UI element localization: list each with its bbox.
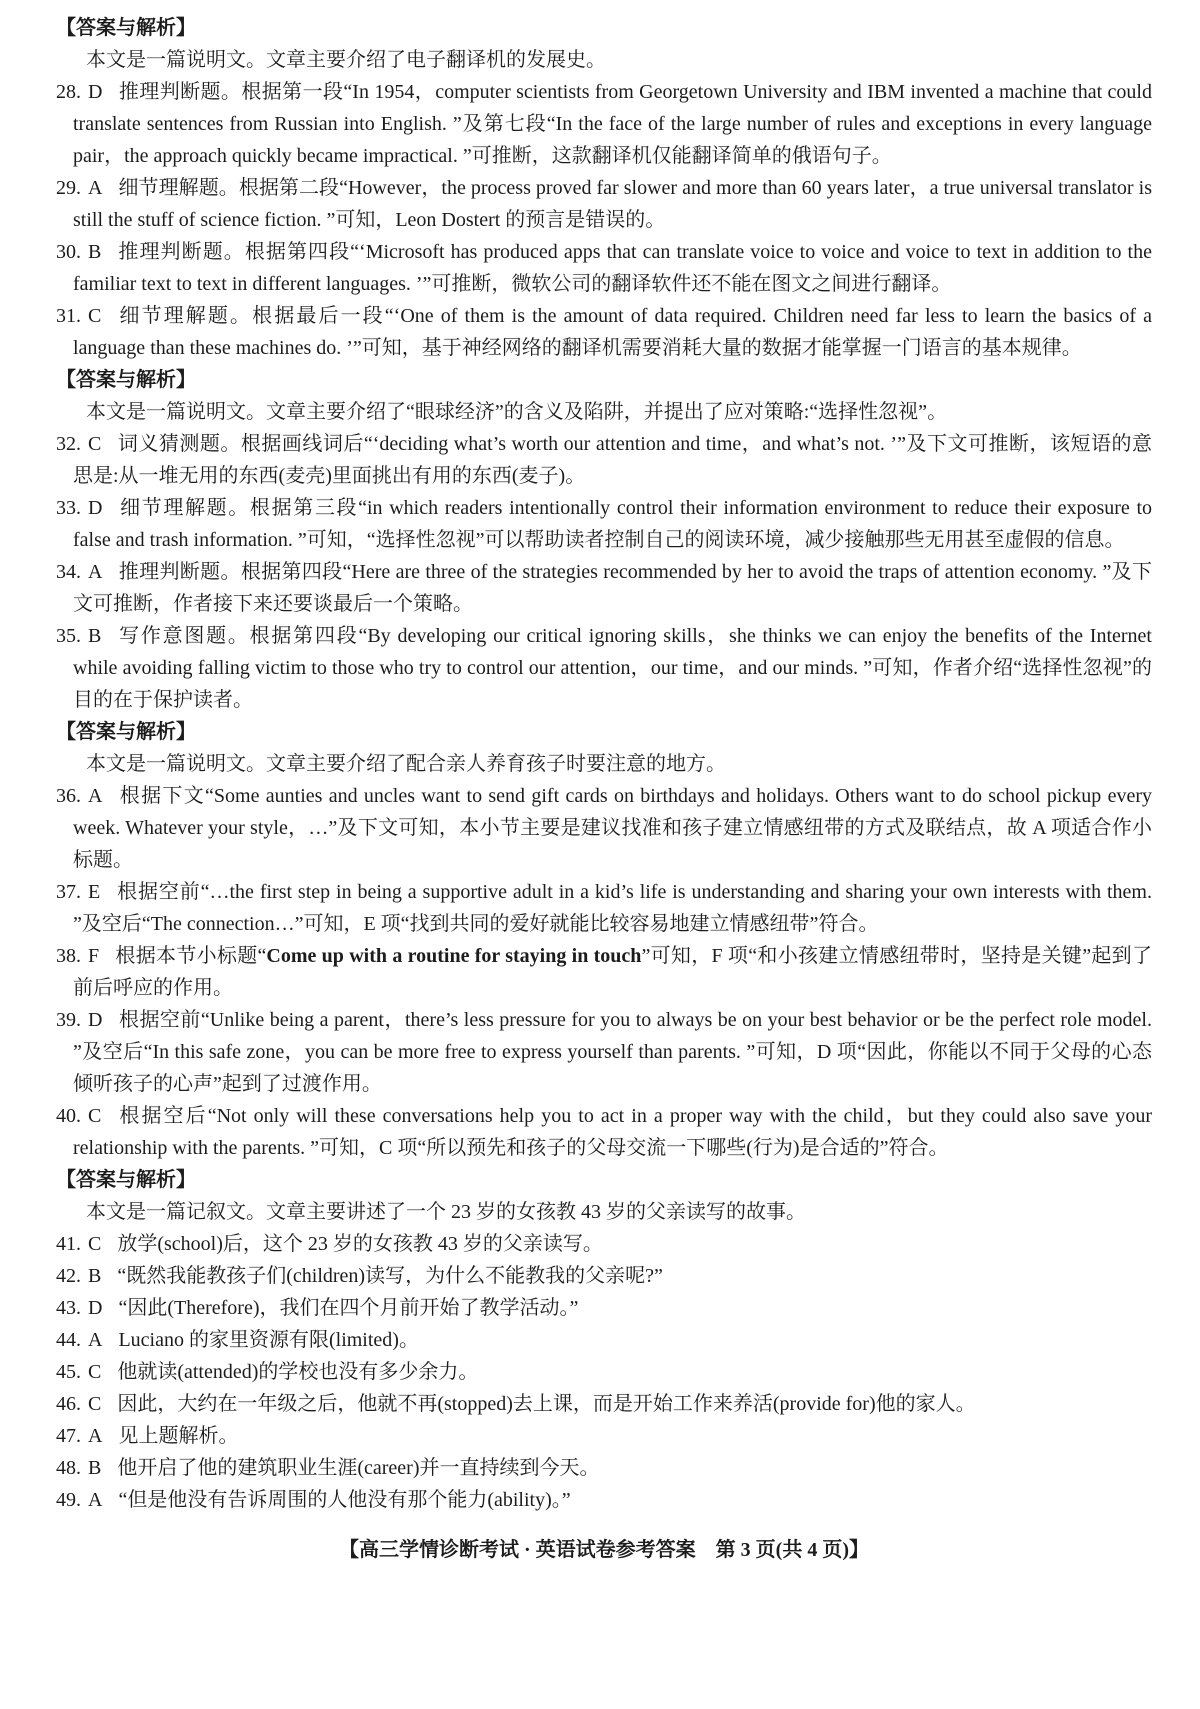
- question-number: 46.: [56, 1393, 81, 1415]
- answer-item-43: [56, 1292, 1152, 1324]
- answer-letter: C: [88, 1361, 102, 1383]
- answer-letter: A: [88, 177, 103, 199]
- answer-letter: A: [88, 561, 103, 583]
- answer-section-2: [56, 364, 1152, 716]
- answer-letter: B: [88, 1265, 102, 1287]
- answer-letter: D: [88, 81, 103, 103]
- answer-letter: C: [88, 305, 102, 327]
- question-number: 41.: [56, 1233, 81, 1255]
- answer-item-49: [56, 1484, 1152, 1516]
- answer-letter: B: [88, 1457, 102, 1479]
- explanation-post: ”可知，F 项“和小孩建立情感纽带时，坚持是关键”起到了前后呼应的作用。: [73, 945, 1152, 999]
- answer-letter: C: [88, 1105, 102, 1127]
- explanation-text: 推理判断题。根据第四段“Here are three of the strategies recommended by her to avoid the traps of attention economy. ”及下文可推断，作者接下来还要谈最后一个策略。: [73, 561, 1152, 615]
- answer-item-35: [56, 620, 1152, 716]
- answer-item-36: [56, 780, 1152, 876]
- answer-letter: B: [88, 241, 102, 263]
- explanation-pre: 根据本节小标题“: [115, 945, 267, 967]
- question-number: 35.: [56, 625, 81, 647]
- answer-item-30: [56, 236, 1152, 300]
- explanation-text: 见上题解析。: [118, 1425, 239, 1447]
- explanation-text: 推理判断题。根据第四段“‘Microsoft has produced apps that can translate voice to voice and voice to text in addition to the familiar text to text in different languages. ’”可推断，微软公司的翻译软件还不能在图文之间进行翻译。: [73, 241, 1152, 295]
- explanation-text: 根据空前“…the first step in being a supportive adult in a kid’s life is understanding and sharing your own interests with them. ”及空后“The connection…”可知，E 项“找到共同的爱好就能比较容易地建立情感纽带”符合。: [73, 881, 1152, 935]
- question-number: 29.: [56, 177, 81, 199]
- explanation-text: 放学(school)后，这个 23 岁的女孩教 43 岁的父亲读写。: [117, 1233, 603, 1255]
- explanation-text: Luciano 的家里资源有限(limited)。: [118, 1329, 419, 1351]
- question-number: 33.: [56, 497, 81, 519]
- answer-section-4: [56, 1164, 1152, 1516]
- answer-item-46: [56, 1388, 1152, 1420]
- question-number: 34.: [56, 561, 81, 583]
- question-number: 47.: [56, 1425, 81, 1447]
- answer-item-48: [56, 1452, 1152, 1484]
- explanation-text: 根据空后“Not only will these conversations help you to act in a proper way with the child，but they could also save your relationship with the parents. ”可知，C 项“所以预先和孩子的父母交流一下哪些(行为)是合适的”符合。: [73, 1105, 1152, 1159]
- question-number: 42.: [56, 1265, 81, 1287]
- page-footer: 【高三学情诊断考试 · 英语试卷参考答案 第 3 页(共 4 页)】: [339, 1539, 869, 1561]
- answer-letter: C: [88, 1393, 102, 1415]
- explanation-text: 根据下文“Some aunties and uncles want to send gift cards on birthdays and holidays. Others want to do school pickup every week. Whatever your style，…”及下文可知，本小节主要是建议找准和孩子建立情感纽带的方式及联结点，故 A 项适合作小标题。: [73, 785, 1152, 871]
- question-number: 45.: [56, 1361, 81, 1383]
- question-number: 40.: [56, 1105, 81, 1127]
- explanation-text: 词义猜测题。根据画线词后“‘deciding what’s worth our attention and time，and what’s not. ’”及下文可推断，该短语的意思是:从一堆无用的东西(麦壳)里面挑出有用的东西(麦子)。: [73, 433, 1152, 487]
- question-number: 32.: [56, 433, 81, 455]
- answer-letter: E: [88, 881, 101, 903]
- answer-item-39: [56, 1004, 1152, 1100]
- answer-item-28: [56, 76, 1152, 172]
- question-number: 37.: [56, 881, 81, 903]
- answer-letter: D: [88, 1009, 103, 1031]
- question-number: 31.: [56, 305, 81, 327]
- section-header: 【答案与解析】: [56, 1169, 196, 1191]
- answer-letter: B: [88, 625, 102, 647]
- answer-section-3: [56, 716, 1152, 1164]
- bold-section-subtitle: Come up with a routine for staying in touch: [266, 945, 642, 967]
- answer-item-29: [56, 172, 1152, 236]
- explanation-text: 推理判断题。根据第一段“In 1954，computer scientists from Georgetown University and IBM invented a machine that could translate sentences from Russian into English. ”及第七段“In the face of the large number of rules and exceptions in every language pair，the approach quickly became impractical. ”可推断，这款翻译机仅能翻译简单的俄语句子。: [73, 81, 1152, 167]
- section-header: 【答案与解析】: [56, 17, 196, 39]
- question-number: 48.: [56, 1457, 81, 1479]
- answer-item-33: [56, 492, 1152, 556]
- answer-item-31: [56, 300, 1152, 364]
- explanation-text: 因此，大约在一年级之后，他就不再(stopped)去上课，而是开始工作来养活(provide for)他的家人。: [117, 1393, 976, 1415]
- answer-letter: A: [88, 1425, 103, 1447]
- section-header: 【答案与解析】: [56, 369, 196, 391]
- question-number: 38.: [56, 945, 81, 967]
- answer-letter: A: [88, 1329, 103, 1351]
- explanation-text: “既然我能教孩子们(children)读写，为什么不能教我的父亲呢?”: [117, 1265, 663, 1287]
- question-number: 39.: [56, 1009, 81, 1031]
- answer-item-38: [56, 940, 1152, 1004]
- explanation-text: 根据空前“Unlike being a parent，there’s less pressure for you to always be on your best behavior or be the perfect role model. ”及空后“In this safe zone，you can be more free to express yourself than parents. ”可知，D 项“因此，你能以不同于父母的心态倾听孩子的心声”起到了过渡作用。: [73, 1009, 1152, 1095]
- answer-letter: A: [88, 785, 103, 807]
- explanation-text: 他就读(attended)的学校也没有多少余力。: [117, 1361, 479, 1383]
- question-number: 28.: [56, 81, 81, 103]
- question-number: 43.: [56, 1297, 81, 1319]
- answer-item-37: [56, 876, 1152, 940]
- question-number: 36.: [56, 785, 81, 807]
- question-number: 30.: [56, 241, 81, 263]
- answer-section-1: [56, 12, 1152, 364]
- answer-item-44: [56, 1324, 1152, 1356]
- answer-item-42: [56, 1260, 1152, 1292]
- answer-item-34: [56, 556, 1152, 620]
- section-intro: 本文是一篇记叙文。文章主要讲述了一个 23 岁的女孩教 43 岁的父亲读写的故事。: [86, 1201, 806, 1223]
- answer-item-40: [56, 1100, 1152, 1164]
- explanation-text: “但是他没有告诉周围的人他没有那个能力(ability)。”: [118, 1489, 571, 1511]
- answer-item-47: [56, 1420, 1152, 1452]
- answer-letter: A: [88, 1489, 103, 1511]
- answer-letter: D: [88, 497, 103, 519]
- explanation-text: 细节理解题。根据第三段“in which readers intentionally control their information environment to reduce their exposure to false and trash information. ”可知，“选择性忽视”可以帮助读者控制自己的阅读环境，减少接触那些无用甚至虚假的信息。: [73, 497, 1152, 551]
- explanation-text: 写作意图题。根据第四段“By developing our critical ignoring skills，she thinks we can enjoy the benefits of the Internet while avoiding falling victim to those who try to control our attention，our time，and our minds. ”可知，作者介绍“选择性忽视”的目的在于保护读者。: [73, 625, 1152, 711]
- explanation-text: 细节理解题。根据最后一段“‘One of them is the amount of data required. Children need far less to learn the basics of a language than these machines do. ’”可知，基于神经网络的翻译机需要消耗大量的数据才能掌握一门语言的基本规律。: [73, 305, 1152, 359]
- section-intro: 本文是一篇说明文。文章主要介绍了配合亲人养育孩子时要注意的地方。: [86, 753, 726, 775]
- explanation-text: 细节理解题。根据第二段“However，the process proved far slower and more than 60 years later，a true universal translator is still the stuff of science fiction. ”可知，Leon Dostert 的预言是错误的。: [73, 177, 1152, 231]
- answer-letter: D: [88, 1297, 103, 1319]
- answer-letter: F: [88, 945, 100, 967]
- answer-letter: C: [88, 433, 102, 455]
- answer-item-32: [56, 428, 1152, 492]
- question-number: 44.: [56, 1329, 81, 1351]
- explanation-text: [73, 945, 1152, 999]
- question-number: 49.: [56, 1489, 81, 1511]
- section-intro: 本文是一篇说明文。文章主要介绍了电子翻译机的发展史。: [86, 49, 606, 71]
- explanation-text: “因此(Therefore)，我们在四个月前开始了教学活动。”: [118, 1297, 579, 1319]
- answer-letter: C: [88, 1233, 102, 1255]
- answer-item-45: [56, 1356, 1152, 1388]
- explanation-text: 他开启了他的建筑职业生涯(career)并一直持续到今天。: [117, 1457, 600, 1479]
- section-intro: 本文是一篇说明文。文章主要介绍了“眼球经济”的含义及陷阱，并提出了应对策略:“选择性忽视”。: [86, 401, 948, 423]
- section-header: 【答案与解析】: [56, 721, 196, 743]
- answer-item-41: [56, 1228, 1152, 1260]
